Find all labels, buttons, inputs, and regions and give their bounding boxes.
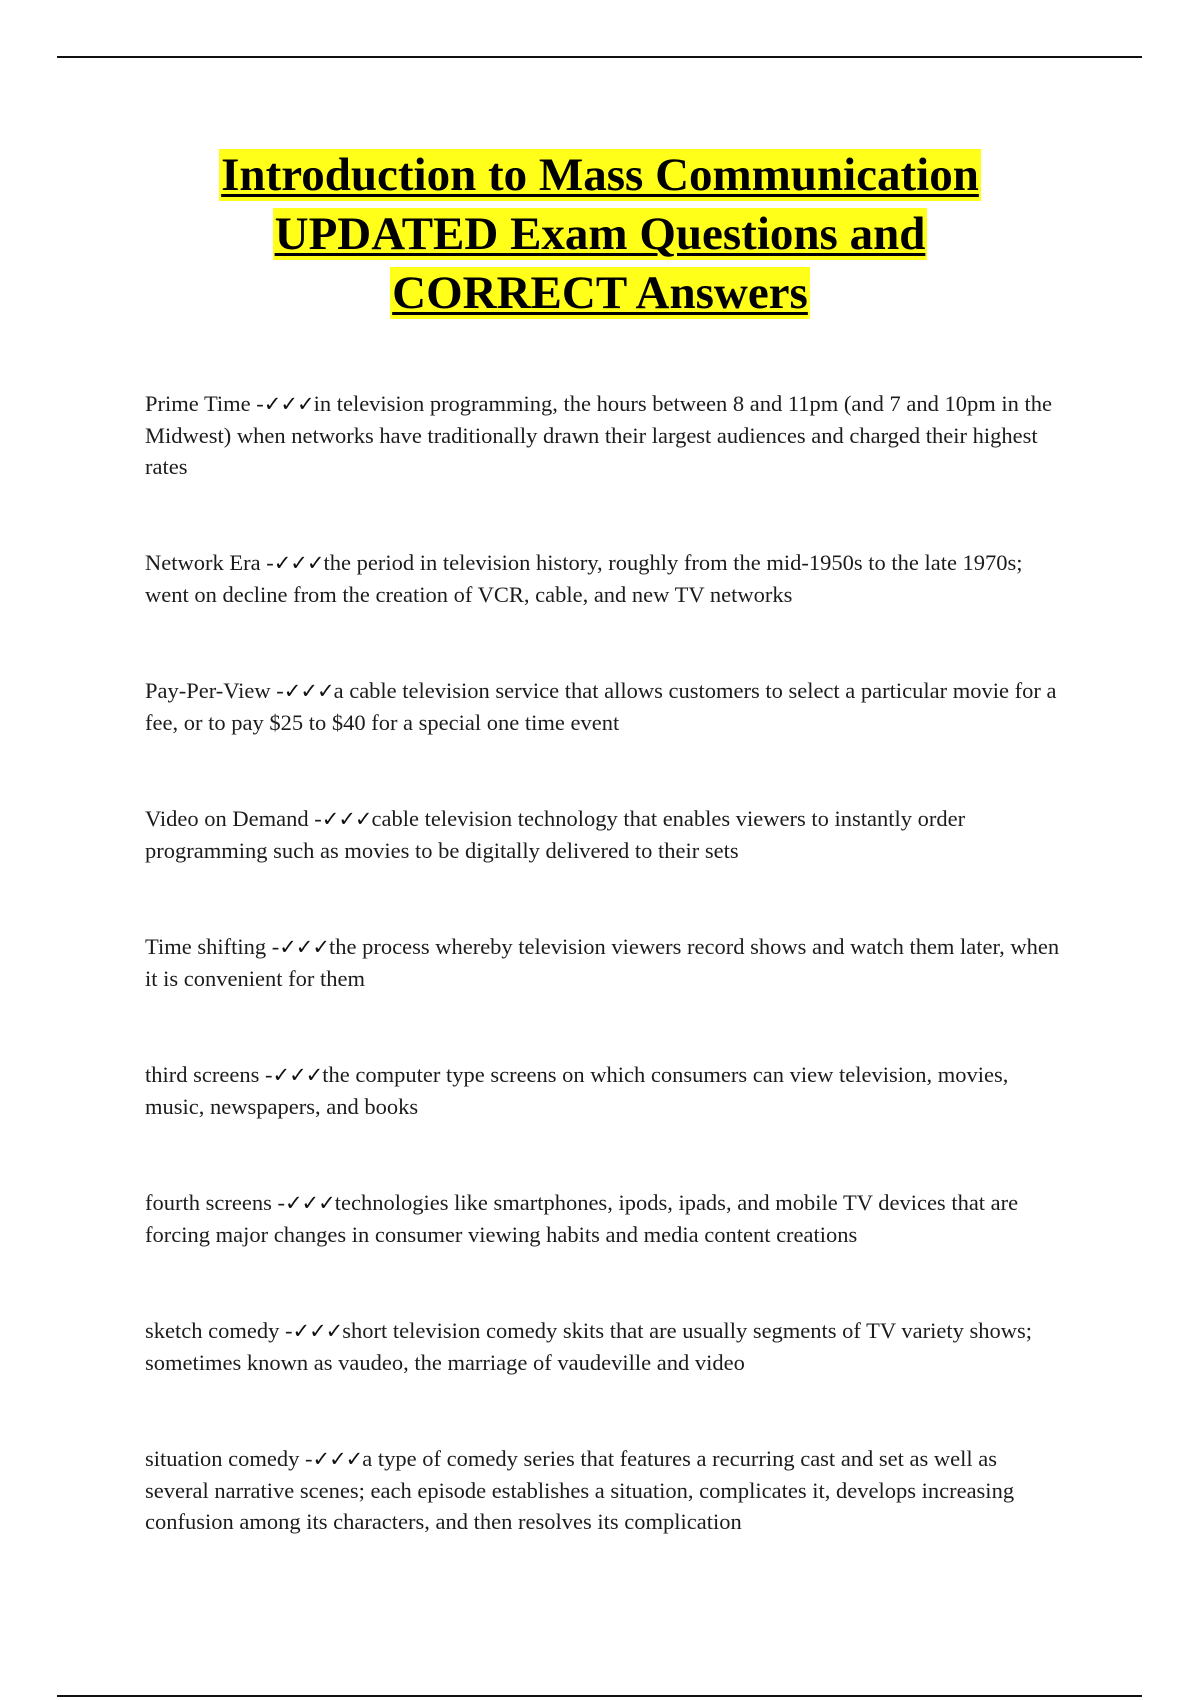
- definition: a cable television service that allows customers to select a particular movie for a fee, or to pay $25 to $40 for a special one time event: [145, 678, 1057, 735]
- definition: cable television technology that enables viewers to instantly order programming such as movies to be digitally delivered to their sets: [145, 806, 966, 863]
- check-mark-icon: ✓✓✓: [279, 935, 329, 959]
- page-top-rule: [57, 56, 1142, 58]
- page-bottom-rule: [57, 1695, 1142, 1697]
- qa-item: third screens -✓✓✓the computer type screens on which consumers can view television, movies, music, newspapers, and books: [145, 1062, 1009, 1119]
- qa-item: Video on Demand -✓✓✓cable television technology that enables viewers to instantly order programming such as movies to be digitally delivered to their sets: [145, 806, 966, 863]
- definition: a type of comedy series that features a recurring cast and set as well as several narrative scenes; each episode establishes a situation, complicates it, develops increasing confusion among its characters, and then resolves its complication: [145, 1446, 1015, 1534]
- check-mark-icon: ✓✓✓: [312, 1447, 363, 1471]
- check-mark-icon: ✓✓✓: [283, 679, 334, 703]
- qa-item: Prime Time -✓✓✓in television programming, the hours between 8 and 11pm (and 7 and 10pm in the Midwest) when networks have traditionally drawn their largest audiences and charged their highest rates: [145, 391, 1052, 479]
- definition: the period in television history, roughly from the mid-1950s to the late 1970s; went on decline from the creation of VCR, cable, and new TV networks: [145, 550, 1023, 607]
- term: Time shifting: [145, 934, 267, 959]
- check-mark-icon: ✓✓✓: [321, 807, 372, 831]
- definition: the computer type screens on which consumers can view television, movies, music, newspapers, and books: [145, 1062, 1009, 1119]
- definition: technologies like smartphones, ipods, ipads, and mobile TV devices that are forcing major changes in consumer viewing habits and media content creations: [145, 1190, 1019, 1247]
- term: Network Era: [145, 550, 261, 575]
- term: situation comedy: [145, 1446, 300, 1471]
- definition: short television comedy skits that are usually segments of TV variety shows; sometimes known as vaudeo, the marriage of vaudeville and video: [145, 1318, 1032, 1375]
- term: fourth screens: [145, 1190, 272, 1215]
- qa-item: Network Era -✓✓✓the period in television history, roughly from the mid-1950s to the late 1970s; went on decline from the creation of VCR, cable, and new TV networks: [145, 550, 1023, 607]
- term: Pay-Per-View: [145, 678, 271, 703]
- check-mark-icon: ✓✓✓: [272, 1063, 323, 1087]
- document-title: [100, 146, 1100, 323]
- qa-item: Time shifting -✓✓✓the process whereby television viewers record shows and watch them later, when it is convenient for them: [145, 934, 1060, 991]
- title-line-1: Introduction to Mass Communication: [221, 149, 979, 201]
- definition: the process whereby television viewers record shows and watch them later, when it is convenient for them: [145, 934, 1060, 991]
- term: Video on Demand: [145, 806, 309, 831]
- check-mark-icon: ✓✓✓: [263, 392, 314, 416]
- term: third screens: [145, 1062, 260, 1087]
- title-line-3: CORRECT Answers: [392, 267, 808, 319]
- term: sketch comedy: [145, 1318, 280, 1343]
- check-mark-icon: ✓✓✓: [284, 1191, 335, 1215]
- definition: in television programming, the hours between 8 and 11pm (and 7 and 10pm in the Midwest) when networks have traditionally drawn their largest audiences and charged their highest rates: [145, 391, 1052, 479]
- qa-item: sketch comedy -✓✓✓short television comedy skits that are usually segments of TV variety shows; sometimes known as vaudeo, the marriage of vaudeville and video: [145, 1318, 1032, 1375]
- question-answer-list: [145, 388, 1065, 1537]
- check-mark-icon: ✓✓✓: [292, 1319, 343, 1343]
- qa-item: situation comedy -✓✓✓a type of comedy series that features a recurring cast and set as well as several narrative scenes; each episode establishes a situation, complicates it, develops increasing confusion among its characters, and then resolves its complication: [145, 1446, 1015, 1534]
- check-mark-icon: ✓✓✓: [273, 551, 324, 575]
- title-line-2: UPDATED Exam Questions and: [274, 208, 926, 260]
- qa-item: fourth screens -✓✓✓technologies like smartphones, ipods, ipads, and mobile TV devices that are forcing major changes in consumer viewing habits and media content creations: [145, 1190, 1019, 1247]
- term: Prime Time: [145, 391, 251, 416]
- qa-item: Pay-Per-View -✓✓✓a cable television service that allows customers to select a particular movie for a fee, or to pay $25 to $40 for a special one time event: [145, 678, 1057, 735]
